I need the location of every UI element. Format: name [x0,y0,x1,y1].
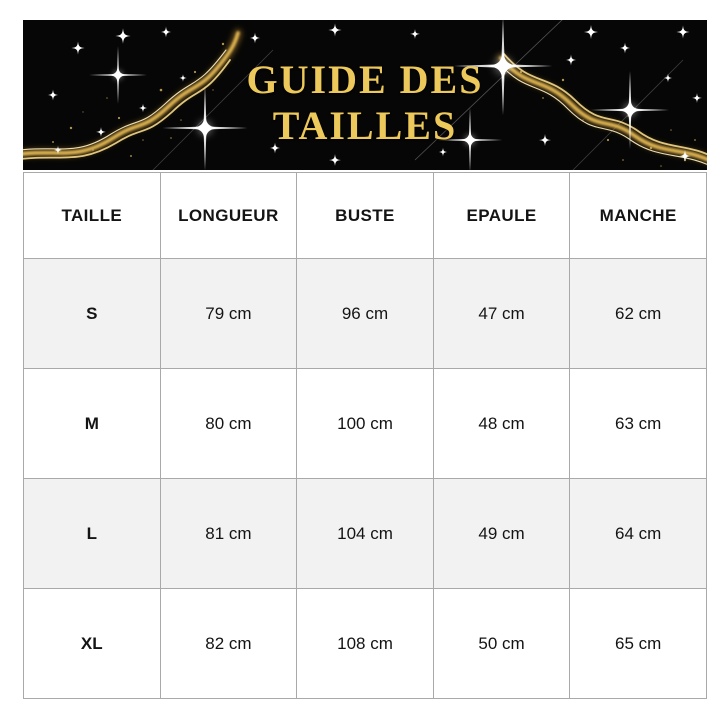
table-row-m [24,369,707,479]
longueur-cell: 82 cm [160,589,297,699]
page-title [23,57,707,149]
header-cell-longueur: LONGUEUR [160,173,297,259]
buste-cell: 100 cm [297,369,434,479]
size-table-body [24,259,707,699]
manche-cell: 65 cm [570,589,707,699]
header-cell-buste: BUSTE [297,173,434,259]
longueur-cell: 79 cm [160,259,297,369]
buste-cell: 104 cm [297,479,434,589]
header-cell-epaule: EPAULE [433,173,570,259]
buste-cell: 96 cm [297,259,434,369]
epaule-cell: 47 cm [433,259,570,369]
size-cell: XL [24,589,161,699]
size-cell: S [24,259,161,369]
table-row-s [24,259,707,369]
banner [23,20,707,170]
longueur-cell: 80 cm [160,369,297,479]
size-table [23,172,707,699]
header-cell-manche: MANCHE [570,173,707,259]
longueur-cell: 81 cm [160,479,297,589]
table-row-l [24,479,707,589]
buste-cell: 108 cm [297,589,434,699]
size-cell: L [24,479,161,589]
table-row-xl [24,589,707,699]
manche-cell: 63 cm [570,369,707,479]
size-cell: M [24,369,161,479]
manche-cell: 64 cm [570,479,707,589]
size-table-header [24,173,707,259]
epaule-cell: 48 cm [433,369,570,479]
epaule-cell: 49 cm [433,479,570,589]
manche-cell: 62 cm [570,259,707,369]
epaule-cell: 50 cm [433,589,570,699]
page-title-line1: GUIDE DES [246,57,484,102]
page-title-line2: TAILLES [272,103,458,148]
header-cell-taille: TAILLE [24,173,161,259]
header-row [24,173,707,259]
